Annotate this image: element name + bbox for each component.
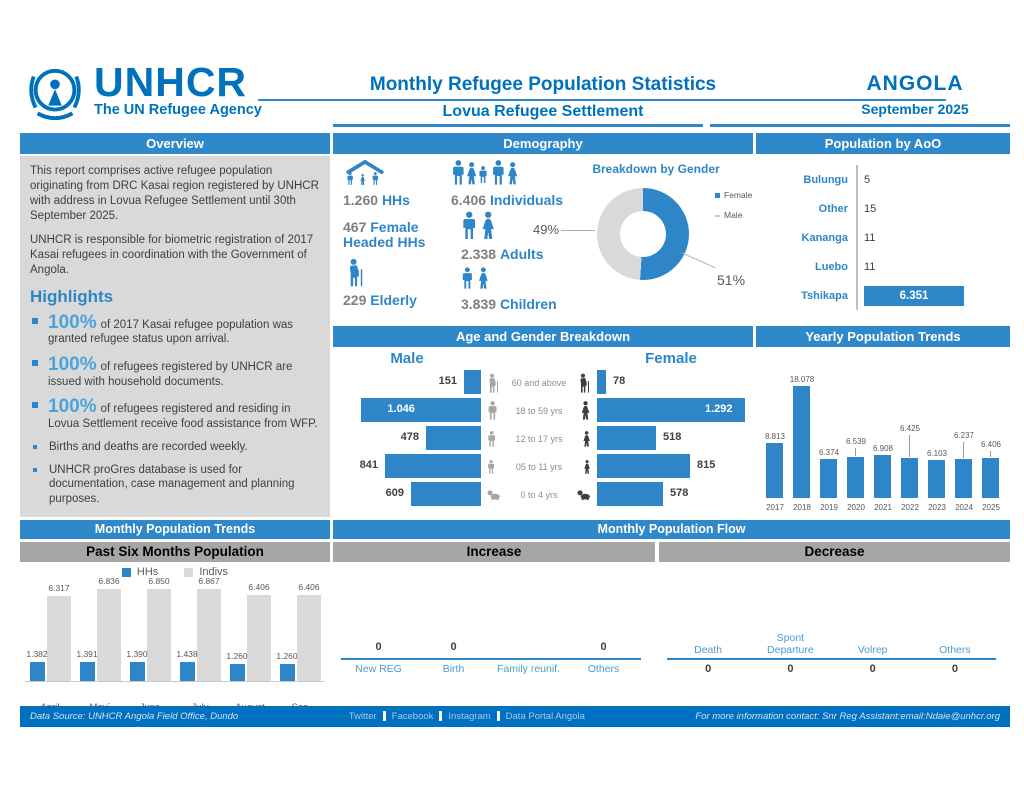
- pyramid-row: [333, 369, 753, 396]
- aoo-value-zone: [856, 165, 996, 194]
- male-value: 1.046: [387, 403, 415, 415]
- indivs-bar: [147, 589, 171, 681]
- age-group-label: 12 to 17 yrs: [515, 433, 563, 444]
- male-bar: [385, 454, 481, 478]
- aoo-value: 11: [864, 231, 876, 244]
- households-value: 1.260: [343, 192, 379, 208]
- aoo-value: 11: [864, 260, 876, 273]
- yearly-axis-label: 2020: [847, 503, 865, 512]
- elderly-label: Elderly: [370, 292, 417, 308]
- yearly-header: Yearly Population Trends: [756, 326, 1010, 347]
- six-months-plot: [25, 576, 325, 682]
- hhs-value-label: 1.391: [76, 649, 98, 659]
- gender-donut-chart: [597, 188, 689, 280]
- pyramid-row: [333, 397, 753, 424]
- yearly-bar: [793, 386, 810, 498]
- yearly-panel: [756, 326, 1010, 517]
- female-age-icon: [580, 401, 591, 420]
- label-leader-line: [909, 435, 910, 457]
- household-icon: [343, 160, 387, 188]
- pyramid-row: [333, 453, 753, 480]
- gender-female-leader-line: [682, 253, 715, 269]
- highlight-percentage: 100%: [48, 311, 97, 333]
- flow-value-cell: [667, 663, 749, 675]
- footer-link-twitter[interactable]: Twitter: [348, 711, 377, 722]
- flow-label: Birth: [442, 663, 465, 675]
- yearly-bar: [901, 458, 918, 498]
- gender-female-pct: 51%: [717, 272, 746, 288]
- flow-decrease-area: [659, 565, 1010, 685]
- yearly-value-label: 6.908: [872, 444, 894, 453]
- highlight-text: Births and deaths are recorded weekly.: [49, 440, 248, 453]
- yearly-bar: [982, 458, 999, 498]
- pyramid-row: [333, 425, 753, 452]
- adults-icon: [461, 210, 499, 242]
- legend-label: Indivs: [199, 566, 229, 578]
- pyramid-age-group: [481, 453, 597, 480]
- flow-label-cell: [491, 663, 566, 675]
- aoo-value-zone: [856, 281, 996, 310]
- female-bar: [597, 370, 606, 394]
- flow-value-cell: [832, 663, 914, 675]
- stat-children: [461, 266, 571, 312]
- highlight-text: 100% of refugees registered by UNHCR are issued with household documents.: [48, 354, 293, 388]
- footer-bar: [20, 706, 1010, 727]
- overview-header: Overview: [20, 133, 330, 154]
- yearly-axis-label: 2024: [955, 503, 973, 512]
- demography-panel: [333, 133, 753, 323]
- female-age-icon: [578, 373, 591, 393]
- pyramid-male-side: [333, 397, 481, 424]
- flow-value: 0: [787, 663, 794, 675]
- brand-wordmark: UNHCR: [94, 59, 248, 105]
- pyramid-female-side: [597, 425, 745, 452]
- bullet-icon: [32, 402, 38, 408]
- female-value: 1.292: [705, 403, 733, 415]
- aoo-origin-label: Tshikapa: [801, 289, 848, 302]
- stat-households: [343, 160, 443, 208]
- female-value: 815: [697, 459, 716, 471]
- stat-individuals: [451, 158, 571, 208]
- yearly-value-label: 6.425: [899, 424, 921, 433]
- unhcr-logo: [24, 59, 264, 128]
- female-age-icon: [582, 431, 591, 447]
- flow-axis-line: [341, 658, 641, 660]
- female-age-icon: [583, 460, 591, 474]
- flow-label-cell: [566, 663, 641, 675]
- label-leader-line: [855, 448, 856, 456]
- female-value: 78: [613, 375, 626, 387]
- aoo-header: Population by AoO: [756, 133, 1010, 154]
- yearly-value-label: 8.813: [764, 432, 786, 441]
- indivs-value-label: 6.406: [248, 582, 270, 592]
- indivs-value-label: 6.836: [98, 576, 120, 586]
- overview-body: [20, 156, 330, 517]
- footer-data-source: Data Source: UNHCR Angola Field Office, Dundo: [30, 711, 239, 722]
- female-legend-swatch: [715, 193, 720, 198]
- flow-label: Family reunif.: [496, 663, 560, 675]
- flow-label: Spont Departure: [767, 632, 814, 656]
- flow-label-cell: [749, 623, 831, 656]
- highlight-item: [30, 440, 320, 455]
- flow-values-row: [667, 663, 996, 675]
- yearly-value-label: 18.078: [789, 375, 815, 384]
- aoo-origin-label: Luebo: [815, 260, 848, 273]
- footer-link-facebook[interactable]: Facebook: [391, 711, 434, 722]
- gender-legend-male: [715, 210, 752, 220]
- highlight-percentage: 100%: [48, 354, 97, 375]
- flow-labels-row: [667, 623, 996, 656]
- flow-value-cell: [341, 641, 416, 653]
- footer-contact: For more information contact: Snr Reg Assistant:email:Ndaie@unhcr.org: [695, 711, 1000, 722]
- footer-separator: [383, 711, 386, 721]
- aoo-row: [772, 281, 996, 310]
- page-title: Monthly Refugee Population Statistics: [369, 74, 717, 95]
- male-value: 151: [438, 375, 457, 387]
- pyramid-age-group: [481, 425, 597, 452]
- children-icon: [461, 266, 493, 292]
- male-age-icon: [487, 401, 498, 420]
- indivs-value-label: 6.850: [148, 576, 170, 586]
- male-bar: [361, 398, 481, 422]
- aoo-value-zone: [856, 223, 996, 252]
- gender-legend: [715, 190, 752, 230]
- pyramid-female-side: [597, 397, 745, 424]
- highlight-item: [30, 463, 320, 507]
- indivs-value-label: 6.317: [48, 583, 70, 593]
- highlights-title: Highlights: [30, 286, 114, 306]
- monthly-trends-header: Monthly Population Trends: [20, 520, 330, 539]
- age-group-label: 0 to 4 yrs: [520, 489, 558, 500]
- hhs-bar: [30, 662, 45, 681]
- flow-value: 0: [450, 641, 457, 653]
- footer-link-data-portal-angola[interactable]: Data Portal Angola: [505, 711, 585, 722]
- gender-male-leader-line: [561, 230, 595, 231]
- highlight-item: [30, 313, 320, 347]
- hhs-value-label: 1.260: [276, 651, 298, 661]
- aoo-value-zone: [856, 194, 996, 223]
- yearly-axis-label: 2025: [982, 503, 1000, 512]
- unhcr-emblem-icon: [24, 62, 86, 126]
- female-bar: [597, 482, 663, 506]
- yearly-bar: [955, 459, 972, 498]
- highlight-text: 100% of 2017 Kasai refugee population was granted refugee status upon arrival.: [48, 311, 294, 346]
- footer-separator: [497, 711, 500, 721]
- yearly-bar: [766, 443, 783, 498]
- flow-value: 0: [375, 641, 382, 653]
- aoo-row: [772, 252, 996, 281]
- header-rule-center: [333, 124, 703, 127]
- flow-label: Others: [939, 644, 971, 656]
- past-six-months-subheader: Past Six Months Population: [20, 542, 330, 562]
- male-value: 609: [385, 487, 404, 499]
- pyramid-female-side: [597, 369, 745, 396]
- report-period: September 2025: [861, 101, 969, 117]
- footer-links: [238, 711, 695, 722]
- female-age-icon: [577, 489, 591, 500]
- pyramid-female-header: Female: [645, 350, 697, 367]
- pyramid-male-side: [333, 453, 481, 480]
- elderly-value: 229: [343, 292, 367, 308]
- male-bar: [411, 482, 481, 506]
- pyramid-age-group: [481, 397, 597, 424]
- overview-paragraph: UNHCR is responsible for biometric registration of 2017 Kasai refugees in coordination with the Government of Angola.: [30, 233, 314, 276]
- indivs-value-label: 6.406: [298, 582, 320, 592]
- country-label: ANGOLA: [866, 72, 964, 95]
- flow-label-cell: [416, 663, 491, 675]
- decrease-subheader: Decrease: [659, 542, 1010, 562]
- flow-axis-line: [667, 658, 996, 660]
- pyramid-row: [333, 481, 753, 508]
- hhs-value-label: 1.382: [26, 649, 48, 659]
- indivs-bar: [47, 596, 71, 681]
- bullet-icon: [32, 360, 38, 366]
- yearly-value-label: 6.103: [926, 449, 948, 458]
- female-headed-label: Female Headed HHs: [343, 219, 426, 251]
- yearly-axis-label: 2019: [820, 503, 838, 512]
- flow-label-cell: [341, 663, 416, 675]
- flow-value-cell: [566, 641, 641, 653]
- male-age-icon: [487, 489, 501, 500]
- age-group-label: 05 to 11 yrs: [515, 461, 563, 472]
- indivs-value-label: 6.867: [198, 576, 220, 586]
- female-bar: [597, 426, 656, 450]
- demography-header: Demography: [333, 133, 753, 154]
- aoo-origin-label: Other: [818, 202, 848, 215]
- aoo-bar: 6.351: [864, 286, 964, 306]
- footer-separator: [439, 711, 442, 721]
- increase-subheader: Increase: [333, 542, 655, 562]
- yearly-bar: [847, 457, 864, 498]
- flow-label: Volrep: [857, 644, 888, 656]
- bullet-icon: [33, 445, 37, 449]
- flow-label: Others: [587, 663, 620, 675]
- male-age-icon: [487, 373, 500, 393]
- overview-paragraph: This report comprises active refugee population originating from DRC Kasai region registered by UNHCR with address in Lovua Refugee Settlement until 30th September 2025.: [30, 165, 319, 222]
- highlight-percentage: 100%: [48, 396, 97, 418]
- yearly-axis-label: 2022: [901, 503, 919, 512]
- male-legend-label: Male: [724, 210, 743, 220]
- yearly-chart: [760, 350, 1006, 514]
- bullet-icon: [32, 318, 38, 324]
- aoo-origin-label: Bulungu: [803, 173, 848, 186]
- age-group-label: 60 and above: [511, 377, 567, 388]
- flow-value: 0: [869, 663, 876, 675]
- legend-label: HHs: [136, 566, 159, 578]
- yearly-bar: [928, 460, 945, 498]
- six-months-chart: [20, 566, 330, 704]
- aoo-row: [772, 165, 996, 194]
- gender-chart-title: Breakdown by Gender: [592, 162, 720, 176]
- female-value: 518: [663, 431, 682, 443]
- aoo-panel: [756, 133, 1010, 323]
- stat-female-headed: [343, 220, 447, 251]
- flow-label-cell: [832, 623, 914, 656]
- female-legend-label: Female: [724, 190, 753, 200]
- households-label: HHs: [381, 192, 410, 208]
- pyramid-male-side: [333, 425, 481, 452]
- children-label: Children: [499, 296, 557, 312]
- label-leader-line: [963, 442, 964, 458]
- indivs-bar: [97, 589, 121, 681]
- yearly-value-label: 6.539: [845, 437, 867, 446]
- yearly-axis-label: 2021: [874, 503, 892, 512]
- flow-value: 0: [705, 663, 712, 675]
- flow-label: Death: [694, 644, 723, 656]
- pyramid-age-group: [481, 369, 597, 396]
- brand-tagline: The UN Refugee Agency: [94, 102, 262, 118]
- flow-value-cell: [914, 663, 996, 675]
- hhs-value-label: 1.390: [126, 649, 148, 659]
- yearly-axis-label: 2023: [928, 503, 946, 512]
- aoo-row: [772, 194, 996, 223]
- stat-elderly: [343, 258, 443, 308]
- flow-value-cell: [749, 663, 831, 675]
- hhs-bar: [280, 664, 295, 681]
- male-legend-swatch: [715, 215, 720, 217]
- hhs-value-label: 1.260: [226, 651, 248, 661]
- aoo-value: 15: [864, 202, 877, 215]
- individuals-value: 6.406: [451, 192, 487, 208]
- individuals-icon: [451, 158, 525, 188]
- flow-value-cell: [416, 641, 491, 653]
- age-group-label: 18 to 59 yrs: [515, 405, 563, 416]
- highlight-item: [30, 397, 320, 431]
- male-bar: [426, 426, 481, 450]
- adults-label: Adults: [499, 246, 544, 262]
- flow-label-cell: [914, 623, 996, 656]
- hhs-value-label: 1.438: [176, 649, 198, 659]
- page-subtitle: Lovua Refugee Settlement: [442, 103, 644, 120]
- pyramid-male-header: Male: [390, 350, 424, 367]
- header-rule-right: [710, 124, 1010, 127]
- highlight-text: 100% of refugees registered and residing in Lovua Settlement receive food assistance from WFP.: [48, 396, 318, 431]
- bullet-icon: [33, 468, 37, 472]
- pyramid-chart: [333, 369, 753, 508]
- elderly-icon: [343, 258, 369, 288]
- female-headed-value: 467: [343, 219, 367, 235]
- aoo-value: 5: [864, 173, 871, 186]
- pyramid-panel: [333, 326, 753, 517]
- aoo-chart: [772, 165, 996, 310]
- aoo-row: [772, 223, 996, 252]
- male-value: 478: [400, 431, 419, 443]
- demography-body: [333, 154, 753, 323]
- adults-value: 2.338: [461, 246, 497, 262]
- pyramid-male-side: [333, 369, 481, 396]
- flow-value: 0: [600, 641, 607, 653]
- gender-legend-female: [715, 190, 752, 200]
- gender-male-pct: 49%: [533, 222, 560, 237]
- flow-label-cell: [667, 623, 749, 656]
- flow-value-cell: [491, 641, 566, 653]
- footer-link-instagram[interactable]: Instagram: [448, 711, 491, 722]
- yearly-axis-label: 2018: [793, 503, 811, 512]
- yearly-value-label: 6.374: [818, 448, 840, 457]
- pyramid-female-side: [597, 453, 745, 480]
- individuals-label: Individuals: [489, 192, 564, 208]
- aoo-origin-label: Kananga: [801, 231, 848, 244]
- male-bar: [464, 370, 481, 394]
- yearly-bar: [874, 455, 891, 498]
- highlight-item: [30, 355, 320, 389]
- pyramid-age-group: [481, 481, 597, 508]
- population-flow-header: Monthly Population Flow: [333, 520, 1010, 539]
- flow-values-row: [341, 641, 641, 653]
- yearly-axis-label: 2017: [766, 503, 784, 512]
- yearly-value-label: 6.237: [953, 431, 975, 440]
- indivs-bar: [247, 595, 271, 681]
- hhs-bar: [130, 662, 145, 681]
- male-value: 841: [359, 459, 378, 471]
- highlight-text: UNHCR proGres database is used for documentation, case management and planning purposes.: [49, 463, 295, 506]
- hhs-bar: [230, 664, 245, 681]
- yearly-value-label: 6.406: [980, 440, 1002, 449]
- indivs-bar: [197, 589, 221, 681]
- female-bar: [597, 454, 690, 478]
- male-age-icon: [487, 431, 496, 447]
- flow-increase-area: [333, 565, 655, 685]
- pyramid-header: Age and Gender Breakdown: [333, 326, 753, 347]
- highlights-list: [30, 313, 320, 507]
- indivs-bar: [297, 595, 321, 681]
- hhs-bar: [180, 662, 195, 681]
- yearly-bar: [820, 459, 837, 498]
- label-leader-line: [990, 451, 991, 457]
- male-age-icon: [487, 460, 495, 474]
- pyramid-male-side: [333, 481, 481, 508]
- flow-labels-row: [341, 663, 641, 675]
- aoo-value-zone: [856, 252, 996, 281]
- flow-value: 0: [951, 663, 958, 675]
- hhs-bar: [80, 662, 95, 681]
- overview-panel: [20, 133, 330, 517]
- female-value: 578: [670, 487, 689, 499]
- flow-label: New REG: [355, 663, 402, 675]
- children-value: 3.839: [461, 296, 497, 312]
- pyramid-female-side: [597, 481, 745, 508]
